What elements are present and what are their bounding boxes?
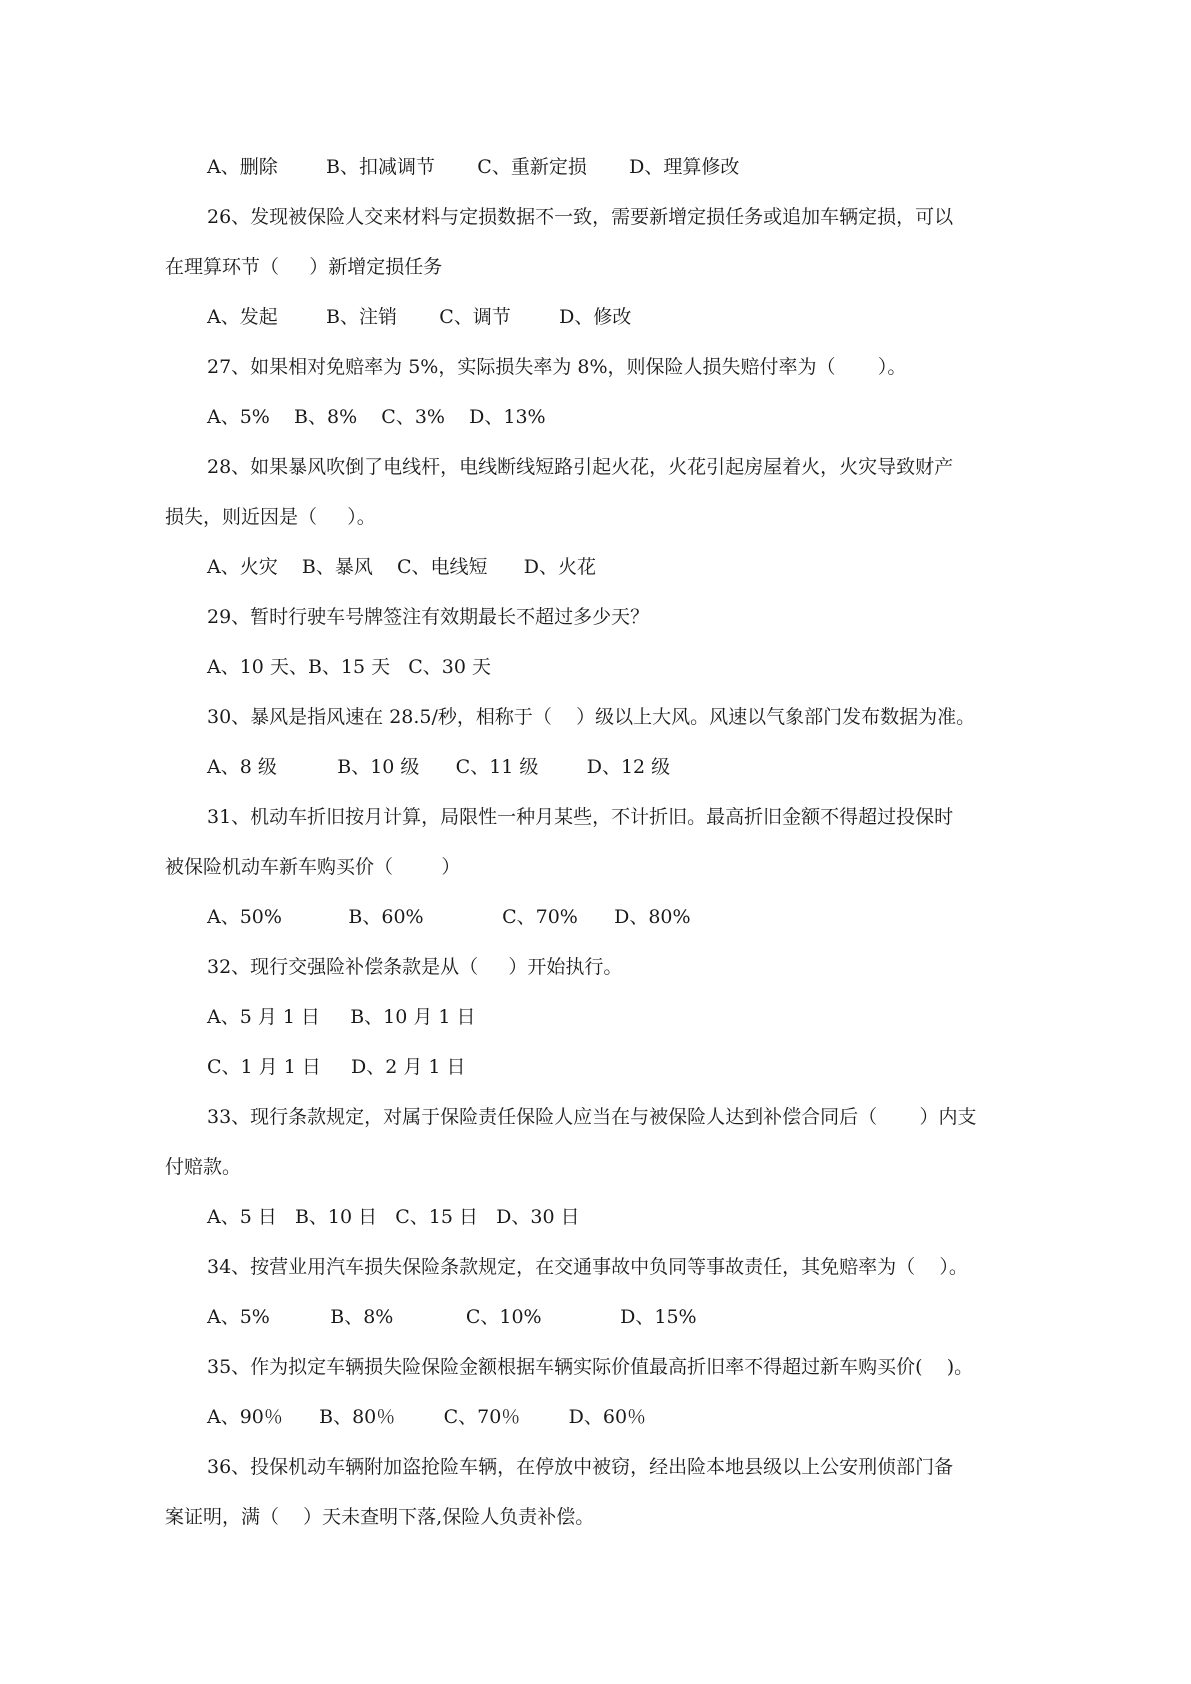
- options-q33: A、5 日 B、10 日 C、15 日 D、30 日: [207, 1206, 580, 1228]
- options-q30: A、8 级 B、10 级 C、11 级 D、12 级: [207, 756, 671, 778]
- options-q25: A、删除 B、扣减调节 C、重新定损 D、理算修改: [207, 156, 740, 178]
- question-33-line-1: 33、现行条款规定，对属于保险责任保险人应当在与被保险人达到补偿合同后（ ）内支: [207, 1106, 977, 1128]
- options-q31: A、50% B、60% C、70% D、80%: [207, 906, 691, 928]
- options-q27: A、5% B、8% C、3% D、13%: [207, 406, 546, 428]
- question-29: 29、暂时行驶车号牌签注有效期最长不超过多少天？: [207, 606, 650, 628]
- question-35: 35、作为拟定车辆损失险保险金额根据车辆实际价值最高折旧率不得超过新车购买价( )。: [207, 1356, 974, 1378]
- options-q26: A、发起 B、注销 C、调节 D、修改: [207, 306, 632, 328]
- question-28-line-2: 损失，则近因是（ ）。: [165, 506, 376, 528]
- question-26-line-2: 在理算环节（ ）新增定损任务: [165, 256, 443, 278]
- options-q28: A、火灾 B、暴风 C、电线短 D、火花: [207, 556, 597, 578]
- options-q34: A、5% B、8% C、10% D、15%: [207, 1306, 697, 1328]
- question-26-line-1: 26、发现被保险人交来材料与定损数据不一致，需要新增定损任务或追加车辆定损，可以: [207, 206, 954, 228]
- question-30: 30、暴风是指风速在 28.5/秒，相称于（ ）级以上大风。风速以气象部门发布数据为准。: [207, 706, 976, 728]
- question-31-line-2: 被保险机动车新车购买价（ ）: [165, 856, 461, 878]
- options-q35: A、90％ B、80％ C、70％ D、60％: [207, 1406, 647, 1428]
- options-q29: A、10 天、B、15 天 C、30 天: [207, 656, 491, 678]
- question-27: 27、如果相对免赔率为 5%，实际损失率为 8%，则保险人损失赔付率为（ ）。: [207, 356, 907, 378]
- question-36-line-1: 36、投保机动车辆附加盗抢险车辆，在停放中被窃，经出险本地县级以上公安刑侦部门备: [207, 1456, 954, 1478]
- options-q32-line-1: A、5 月 1 日 B、10 月 1 日: [207, 1006, 476, 1028]
- options-q32-line-2: C、1 月 1 日 D、2 月 1 日: [207, 1056, 466, 1078]
- question-34: 34、按营业用汽车损失保险条款规定，在交通事故中负同等事故责任，其免赔率为（ ）。: [207, 1256, 968, 1278]
- question-28-line-1: 28、如果暴风吹倒了电线杆，电线断线短路引起火花，火花引起房屋着火，火灾导致财产: [207, 456, 954, 478]
- question-32: 32、现行交强险补偿条款是从（ ）开始执行。: [207, 956, 623, 978]
- question-33-line-2: 付赔款。: [165, 1156, 242, 1178]
- question-31-line-1: 31、机动车折旧按月计算，局限性一种月某些，不计折旧。最高折旧金额不得超过投保时: [207, 806, 954, 828]
- question-36-line-2: 案证明，满（ ）天未查明下落,保险人负责补偿。: [165, 1506, 595, 1528]
